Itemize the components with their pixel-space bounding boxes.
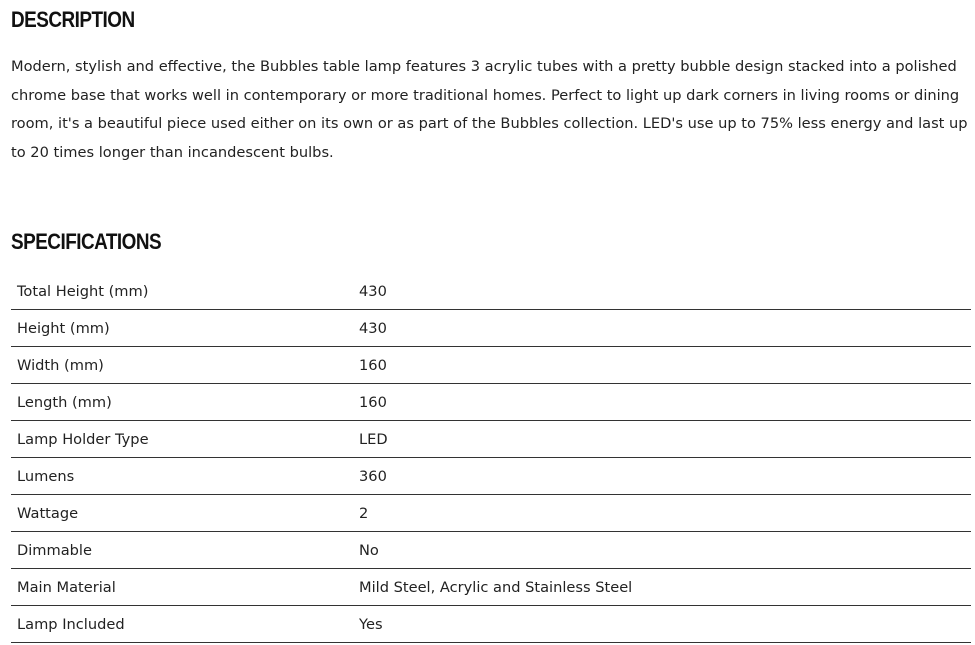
spec-label: Lamp Holder Type	[11, 421, 359, 458]
spec-label: Length (mm)	[11, 384, 359, 421]
spec-value: 360	[359, 458, 971, 495]
spec-value: 160	[359, 384, 971, 421]
spec-row-lamp-holder-type	[11, 421, 971, 458]
spec-label: Wattage	[11, 495, 359, 532]
specifications-heading: SPECIFICATIONS	[11, 229, 162, 254]
spec-label: Main Material	[11, 569, 359, 606]
spec-value: 160	[359, 347, 971, 384]
description-heading: DESCRIPTION	[11, 7, 135, 32]
spec-value: 2	[359, 495, 971, 532]
spec-row-height	[11, 310, 971, 347]
spec-row-main-material	[11, 569, 971, 606]
spec-value: No	[359, 532, 971, 569]
spec-label: Height (mm)	[11, 310, 359, 347]
spec-label: Width (mm)	[11, 347, 359, 384]
spec-value: 430	[359, 310, 971, 347]
spec-value: Mild Steel, Acrylic and Stainless Steel	[359, 569, 971, 606]
spec-row-lumens	[11, 458, 971, 495]
spec-row-total-height	[11, 273, 971, 310]
spec-row-wattage	[11, 495, 971, 532]
spec-label: Dimmable	[11, 532, 359, 569]
spec-value: LED	[359, 421, 971, 458]
spec-label: Lamp Included	[11, 606, 359, 643]
spec-row-width	[11, 347, 971, 384]
spec-row-dimmable	[11, 532, 971, 569]
spec-value: 430	[359, 273, 971, 310]
spec-row-lamp-included	[11, 606, 971, 643]
spec-row-length	[11, 384, 971, 421]
spec-value: Yes	[359, 606, 971, 643]
spec-label: Total Height (mm)	[11, 273, 359, 310]
description-text: Modern, stylish and effective, the Bubbles table lamp features 3 acrylic tubes with a pretty bubble design stacked into a polished chrome base that works well in contemporary or more traditional homes. Perfect to light up dark corners in living rooms or dining room, it's a beautiful piece used either on its own or as part of the Bubbles collection. LED's use up to 75% less energy and last up to 20 times longer than incandescent bulbs.	[11, 58, 968, 162]
specifications-table	[11, 273, 971, 643]
spec-label: Lumens	[11, 458, 359, 495]
